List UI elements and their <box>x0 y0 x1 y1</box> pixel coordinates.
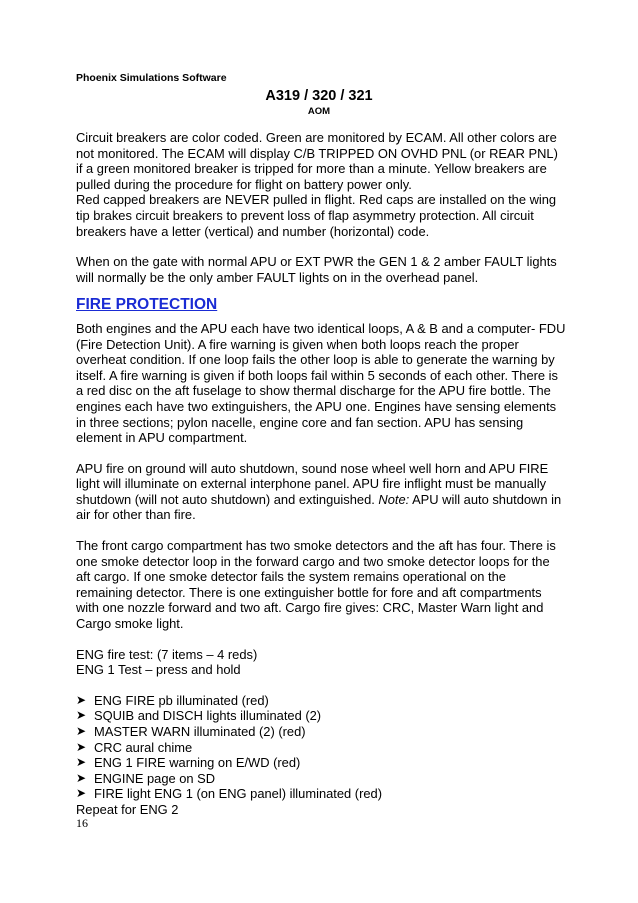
paragraph-gate-power: When on the gate with normal APU or EXT PWR the GEN 1 & 2 amber FAULT lights will normally be the only amber FAULT lights on in the overhead panel. <box>76 254 557 285</box>
paragraph-red-capped: Red capped breakers are NEVER pulled in flight. Red caps are installed on the wing tip brakes circuit breakers to prevent loss of flap asymmetry protection. All circuit breakers have a letter (vertical) and number (horizontal) code. <box>76 192 557 239</box>
company-name: Phoenix Simulations Software <box>76 72 227 84</box>
eng-fire-test-checklist <box>76 693 566 802</box>
eng-fire-test-line: ENG fire test: (7 items – 4 reds) <box>76 646 258 662</box>
aircraft-model: A319 / 320 / 321 <box>265 88 373 104</box>
document-subtitle: AOM <box>307 106 331 117</box>
arrow-bullet-icon: ➤ <box>76 770 87 785</box>
list-item: ➤ MASTER WARN illuminated (2) (red) <box>76 724 306 739</box>
list-item: ➤ ENGINE page on SD <box>76 770 216 786</box>
paragraph-fire-loops: Both engines and the APU each have two identical loops, A & B and a computer- FDU (Fire Detection Unit). A fire warning is given when both loops reach the proper overheat condition. If one loop fails the other loop is able to generate the warning by itself. A fire warning is given if both loops fail within 5 seconds of each other. There is a red disc on the aft fuselage to show thermal discharge for the APU fire bottle. The engines each have two extinguishers, the APU one. Engines have sensing elements in three sections; pylon nacelle, engine core and fan section. APU has sensing element in APU compartment. <box>76 320 566 446</box>
note-label: Note: <box>378 491 410 507</box>
arrow-bullet-icon: ➤ <box>76 755 87 770</box>
arrow-bullet-icon: ➤ <box>76 786 87 801</box>
list-item: ➤ CRC aural chime <box>76 739 193 755</box>
document-body <box>76 130 566 818</box>
repeat-line: Repeat for ENG 2 <box>76 801 179 817</box>
list-item: ➤ FIRE light ENG 1 (on ENG panel) illuminated (red) <box>76 786 383 802</box>
list-item: ➤ ENG FIRE pb illuminated (red) <box>76 692 269 708</box>
arrow-bullet-icon: ➤ <box>76 692 87 707</box>
list-item: ➤ SQUIB and DISCH lights illuminated (2) <box>76 708 322 724</box>
document-title <box>0 88 638 117</box>
arrow-bullet-icon: ➤ <box>76 724 87 738</box>
arrow-bullet-icon: ➤ <box>76 739 87 754</box>
page-number: 16 <box>76 816 88 830</box>
paragraph-circuit-breakers: Circuit breakers are color coded. Green are monitored by ECAM. All other colors are not monitored. The ECAM will display C/B TRIPPED ON OVHD PNL (or REAR PNL) if a green monitored breaker is tripped for more than a minute. Yellow breakers are pulled during the procedure for flight on battery power only. <box>76 130 558 192</box>
arrow-bullet-icon: ➤ <box>76 708 87 723</box>
list-item: ➤ ENG 1 FIRE warning on E/WD (red) <box>76 755 301 771</box>
section-heading-fire-protection: FIRE PROTECTION <box>76 296 218 314</box>
paragraph-cargo-smoke: The front cargo compartment has two smoke detectors and the aft has four. There is one smoke detector loop in the forward cargo and two smoke detector loops for the aft cargo. If one smoke detector fails the system remains operational on the remaining detector. There is one extinguisher bottle for fore and aft compartments with one nozzle forward and two aft. Cargo fire gives: CRC, Master Warn light and Cargo smoke light. <box>76 538 556 632</box>
paragraph-apu-fire: APU fire on ground will auto shutdown, sound nose wheel well horn and APU FIRE light will illuminate on external interphone panel. APU fire inflight must be manually shutdown (will not auto shutdown) and extinguished. Note: APU will auto shutdown in air for other than fire. <box>76 460 562 523</box>
eng-1-test-line: ENG 1 Test – press and hold <box>76 662 241 678</box>
